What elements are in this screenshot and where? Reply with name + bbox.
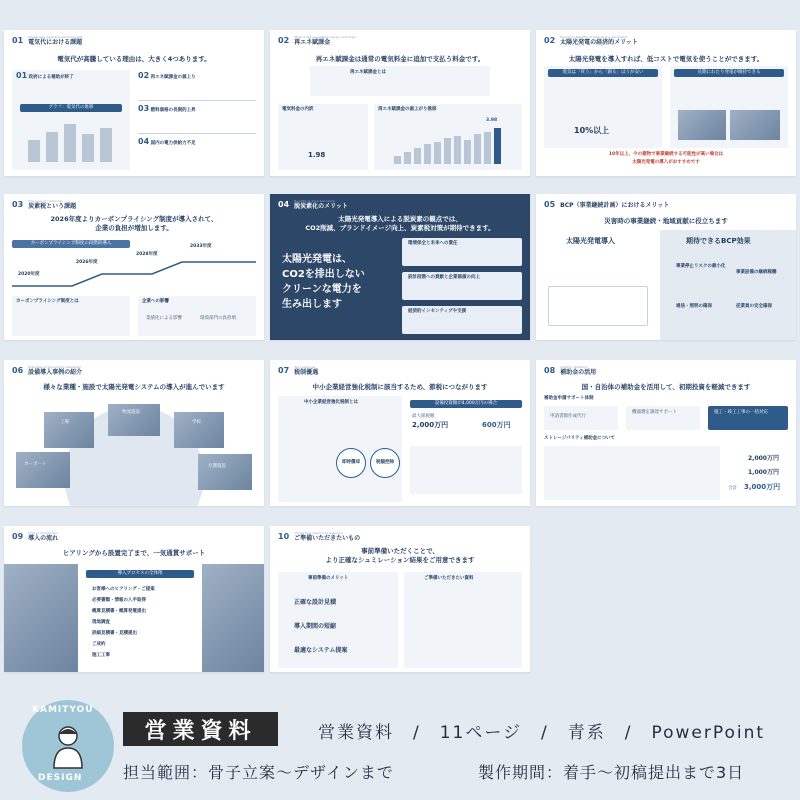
chart-panel: 01 政府による補助が終了 グラフ：電気代の推移 (12, 70, 130, 170)
slide-5-decarbonization: 04 Benefits of decarbonization 脱炭素化のメリット 太陽光発電導入による脱炭素の観点では、 CO2削減、ブランドイメージ向上、炭素税対策が期待できます。 太陽光発電は、 CO2を排出しない クリーンな電力を 生み出します 環境保全と未来への責任 設計段階への貢献と企業価値の向上 経済的インセンティブや支援 (270, 194, 530, 340)
engineers-photo (202, 564, 264, 672)
slide-4-carbon-tax: 03 The issue of carbon tax 炭素税という課題 2026年度よりカーボンプライシング制度が導入されて、 企業の負担が増加します。 カーボンプライシング制度の段階的導入 2020年度 2026年度 2028年度 2033年度 カーボンプライシング制度とは 企業への影響 業績化による影響 環境部門の負担増 (4, 194, 264, 340)
footer (0, 690, 800, 800)
building-photo (730, 110, 780, 140)
slide-2-surcharge: 02 What is the renewable energy surcharge? 再エネ賦課金 再エネ賦課金は通常の電気料金に追加で支払う料金です。 再エネ賦課金とは 電気料金の内訳 1.98 再エネ賦課金の値上がり推移 3.98 (270, 30, 530, 176)
slide-11-preparation: 10 Things that need to be prepared ご準備いただきたいもの 事前準備いただくことで、 より正確なシュミレーション結果をご用意できます 事前準備のメリット 正確な設計見積 導入期間の短縮 最適なシステム提案 ご準備いただきたい資料 (270, 526, 530, 672)
period-info: 製作期間：着手〜初稿提出まで3日 (478, 763, 745, 782)
solar-panel-photo (678, 110, 726, 140)
timeline-arrow (12, 250, 256, 290)
bcp-illustration (548, 286, 648, 326)
slide-8-tax: 07 Tax incentives 税制優遇 中小企業経営強化税制に該当するため、節税につながります 中小企業経営強化税制とは 即時償却 税額控除 設備投資額が4,000万円の場合 最大節税額 2,000万円 600万円 (270, 360, 530, 506)
person-illustration-icon (48, 722, 88, 770)
slide-10-flow: 09 Flow of introduction 導入の流れ ヒアリングから設置完了まで、一気通貫サポート 導入プロセスの全体像 お客様へのヒアリング・ご提案 必要書類・情報の入手取得 概算見積書・概算発電提出 現地調査 詳細見積書・見積提出 ご成約 施工工事 (4, 526, 264, 672)
bar-chart (24, 120, 120, 162)
tag-label: 営業資料 (123, 712, 278, 746)
slide-1-electricity-issues: 01 Challenges regarding electricity bills 電気代における課題 電気代が高騰している理由は、大きく4つあります。 01 政府による補助が終了 グラフ：電気代の推移 02 再エネ賦課金の値上り 03 燃料価格の長期的上昇 04 国内の電力供給力不足 (4, 30, 264, 176)
slide-6-bcp: 05 BCP（事業継続計画）におけるメリット 災害時の事業継続・地域貢献に役立ちます 太陽光発電導入 期待できるBCP効果 事業停止リスクの最小化 事業設備の継続稼働 通信・照明の確保 従業員の安全確保 (536, 194, 796, 340)
businessman-photo (4, 564, 78, 672)
slide-9-subsidy: 08 Subsidy utilization 補助金の活用 国・自治体の補助金を活用して、初期投資を軽減できます 補助金申請サポート体制 申請書類作成代行 機器選定調達サポート 施工・竣工工事の一括対応 ストレージパリティ補助金について 2,000万円 1,000万円 合計 3,000万円 (536, 360, 796, 506)
meta-info: 営業資料 / 11ページ / 青系 / PowerPoint (318, 723, 766, 743)
scope-info: 担当範囲：骨子立案〜デザインまで (123, 763, 394, 782)
slide-3-economic-benefits: 02 Economic Benefits of Solar Power Generation 太陽光発電の経済的メリット 太陽光発電を導入すれば、低コストで電気を使うことができます。 電気は「買う」から「創る」ほうが安い 10%以上 長期にわたり発電が維持できる 10年以上、今の建物で事業継続する可能性が高い場合は 太陽光発電の導入がおすすめです (536, 30, 796, 176)
slide-7-case-studies: 06 Examples of equipment installation 設備導入事例の紹介 様々な業種・施設で太陽光発電システムの導入が進んでいます 工場 物流施設 学校 カーポート 介護施設 (4, 360, 264, 506)
